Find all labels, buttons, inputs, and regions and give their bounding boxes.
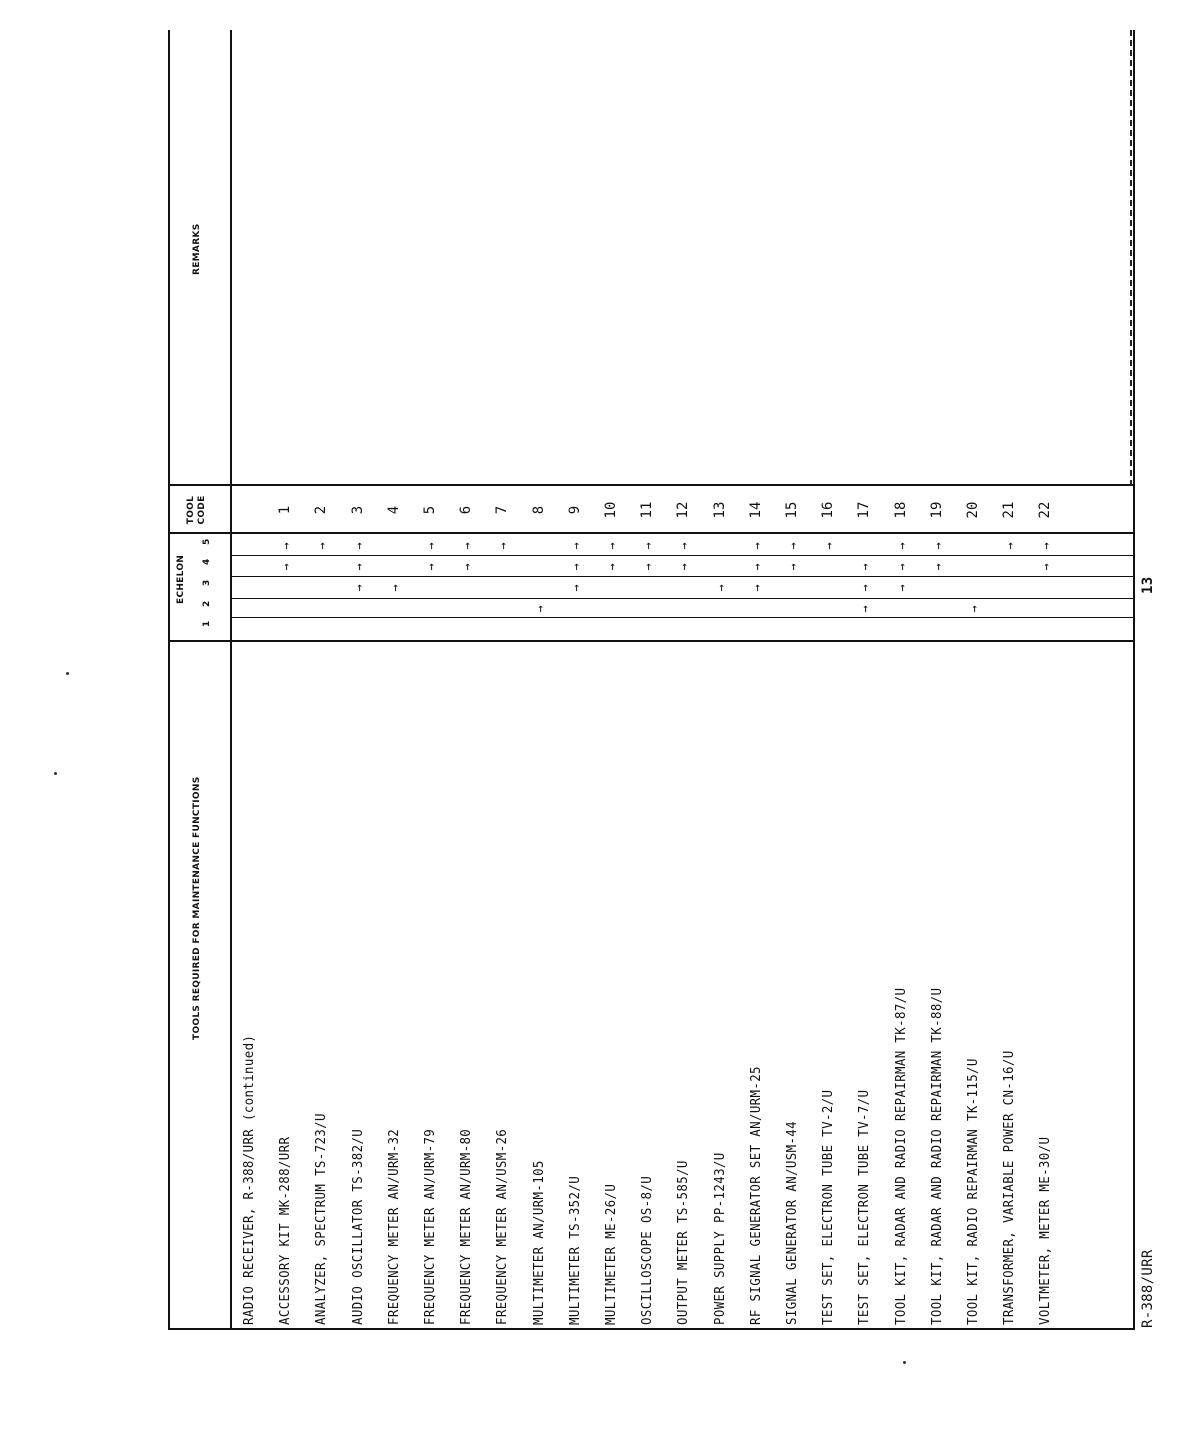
- table-start-edge: [168, 1328, 1133, 1330]
- echelon-mark-arrow-icon: →: [568, 542, 583, 550]
- tool-code: 2: [313, 505, 330, 515]
- footer-page-number: 13: [1140, 576, 1156, 594]
- tool-code: 10: [603, 501, 619, 519]
- tool-name: MULTIMETER AN/URM-105: [530, 1160, 547, 1325]
- tool-code: 18: [892, 501, 909, 519]
- tool-name: TEST SET, ELECTRON TUBE TV-2/U: [820, 1089, 837, 1325]
- echelon-mark-arrow-icon: →: [677, 542, 692, 550]
- echelon-mark-arrow-icon: →: [387, 584, 402, 592]
- echelon-mark-arrow-icon: →: [894, 542, 909, 550]
- tool-code: 15: [784, 501, 800, 519]
- scan-speck: [54, 772, 57, 775]
- tool-name: ANALYZER, SPECTRUM TS-723/U: [313, 1113, 330, 1325]
- tool-code: 19: [928, 501, 945, 519]
- tools-column-divider: [168, 640, 1133, 642]
- echelon-divider-3: [230, 576, 1133, 577]
- echelon-mark-arrow-icon: →: [460, 563, 475, 571]
- toolcode-column-divider: [168, 484, 1133, 486]
- tool-name: FREQUENCY METER AN/URM-80: [458, 1128, 475, 1325]
- tool-name: VOLTMETER, METER ME-30/U: [1037, 1136, 1054, 1325]
- tool-code: 20: [965, 501, 981, 519]
- echelon-mark-arrow-icon: →: [315, 542, 330, 550]
- table-bottom-border: [1133, 30, 1135, 1330]
- echelon-mark-arrow-icon: →: [605, 563, 619, 571]
- echelon-mark-arrow-icon: →: [930, 542, 945, 550]
- echelon-mark-arrow-icon: →: [641, 563, 656, 571]
- tool-code: 6: [458, 505, 475, 515]
- echelon-mark-arrow-icon: →: [786, 563, 800, 571]
- tool-name: RF SIGNAL GENERATOR SET AN/URM-25: [747, 1066, 764, 1325]
- tool-name: FREQUENCY METER AN/URM-32: [385, 1128, 402, 1325]
- echelon-mark-arrow-icon: →: [1039, 542, 1054, 550]
- header-tool-code: TOOL CODE: [186, 495, 207, 525]
- echelon-number-4: 4: [202, 558, 212, 565]
- echelon-mark-arrow-icon: →: [749, 584, 764, 592]
- echelon-mark-arrow-icon: →: [930, 563, 945, 571]
- tool-name: OUTPUT METER TS-585/U: [675, 1160, 692, 1325]
- tool-code: 17: [856, 501, 873, 519]
- remarks-dashed-edge: [1130, 30, 1132, 486]
- echelon-mark-arrow-icon: →: [279, 542, 294, 550]
- echelon-mark-arrow-icon: →: [496, 542, 511, 550]
- header-remarks: REMARKS: [192, 223, 202, 275]
- echelon-divider-2: [230, 598, 1133, 599]
- header-echelon: ECHELON: [176, 554, 186, 604]
- tool-code: 4: [385, 505, 402, 515]
- tool-code: 3: [349, 505, 366, 515]
- tool-name: TEST SET, ELECTRON TUBE TV-7/U: [856, 1089, 873, 1325]
- echelon-divider-4: [230, 555, 1133, 556]
- tool-name: MULTIMETER ME-26/U: [603, 1183, 619, 1325]
- tool-name: TRANSFORMER, VARIABLE POWER CN-16/U: [1001, 1050, 1018, 1325]
- footer-equipment: R-388/URR: [1140, 1249, 1156, 1328]
- echelon-mark-arrow-icon: →: [858, 584, 873, 592]
- echelon-mark-arrow-icon: →: [1039, 563, 1054, 571]
- echelon-mark-arrow-icon: →: [424, 542, 438, 550]
- tool-code: 11: [639, 501, 656, 519]
- tool-code: 7: [494, 505, 511, 515]
- tool-name: TOOL KIT, RADAR AND RADIO REPAIRMAN TK-88/U: [928, 987, 945, 1325]
- tool-name: AUDIO OSCILLATOR TS-382/U: [349, 1128, 366, 1325]
- scan-speck: [66, 672, 69, 675]
- tool-name: OSCILLOSCOPE OS-8/U: [639, 1175, 656, 1325]
- echelon-mark-arrow-icon: →: [1003, 542, 1018, 550]
- echelon-mark-arrow-icon: →: [351, 542, 366, 550]
- tool-name: ACCESSORY KIT MK-288/URR: [277, 1136, 294, 1325]
- tool-name: MULTIMETER TS-352/U: [566, 1175, 583, 1325]
- tool-code: 8: [530, 505, 547, 515]
- table-left-border: [168, 30, 170, 1330]
- echelon-mark-arrow-icon: →: [967, 605, 981, 613]
- echelon-mark-arrow-icon: →: [749, 542, 764, 550]
- tool-code: 1: [277, 505, 294, 515]
- echelon-mark-arrow-icon: →: [532, 605, 547, 613]
- tool-name: FREQUENCY METER AN/USM-26: [494, 1128, 511, 1325]
- tool-code: 5: [422, 505, 438, 515]
- tool-name: SIGNAL GENERATOR AN/USM-44: [784, 1121, 800, 1325]
- echelon-column-divider: [168, 532, 1133, 534]
- tool-code: 12: [675, 501, 692, 519]
- tool-name: RADIO RECEIVER, R-388/URR (continued): [241, 1034, 257, 1325]
- echelon-mark-arrow-icon: →: [786, 542, 800, 550]
- echelon-mark-arrow-icon: →: [822, 542, 837, 550]
- echelon-mark-arrow-icon: →: [894, 584, 909, 592]
- tool-name: POWER SUPPLY PP-1243/U: [711, 1152, 728, 1325]
- echelon-number-1: 1: [202, 620, 212, 627]
- tool-name: TOOL KIT, RADAR AND RADIO REPAIRMAN TK-87/U: [892, 987, 909, 1325]
- echelon-mark-arrow-icon: →: [894, 563, 909, 571]
- echelon-mark-arrow-icon: →: [568, 563, 583, 571]
- tool-name: TOOL KIT, RADIO REPAIRMAN TK-115/U: [965, 1058, 981, 1325]
- tool-code: 13: [711, 501, 728, 519]
- echelon-mark-arrow-icon: →: [713, 584, 728, 592]
- echelon-mark-arrow-icon: →: [677, 563, 692, 571]
- header-divider: [230, 30, 232, 1330]
- echelon-mark-arrow-icon: →: [858, 563, 873, 571]
- echelon-mark-arrow-icon: →: [641, 542, 656, 550]
- echelon-mark-arrow-icon: →: [351, 563, 366, 571]
- echelon-mark-arrow-icon: →: [460, 542, 475, 550]
- tool-code: 9: [566, 505, 583, 515]
- echelon-number-2: 2: [202, 600, 212, 607]
- echelon-number-5: 5: [202, 538, 212, 545]
- echelon-mark-arrow-icon: →: [351, 584, 366, 592]
- header-tools: TOOLS REQUIRED FOR MAINTENANCE FUNCTIONS: [192, 776, 202, 1040]
- tool-code: 21: [1001, 501, 1018, 519]
- tool-code: 22: [1037, 501, 1054, 519]
- tool-code: 14: [747, 501, 764, 519]
- tool-code: 16: [820, 501, 837, 519]
- echelon-divider-1: [230, 617, 1133, 618]
- echelon-mark-arrow-icon: →: [568, 584, 583, 592]
- tool-name: FREQUENCY METER AN/URM-79: [422, 1128, 438, 1325]
- scan-speck: [903, 1361, 906, 1364]
- echelon-mark-arrow-icon: →: [424, 563, 438, 571]
- echelon-mark-arrow-icon: →: [858, 605, 873, 613]
- echelon-mark-arrow-icon: →: [279, 563, 294, 571]
- echelon-number-3: 3: [202, 579, 212, 586]
- echelon-mark-arrow-icon: →: [749, 563, 764, 571]
- echelon-mark-arrow-icon: →: [605, 542, 619, 550]
